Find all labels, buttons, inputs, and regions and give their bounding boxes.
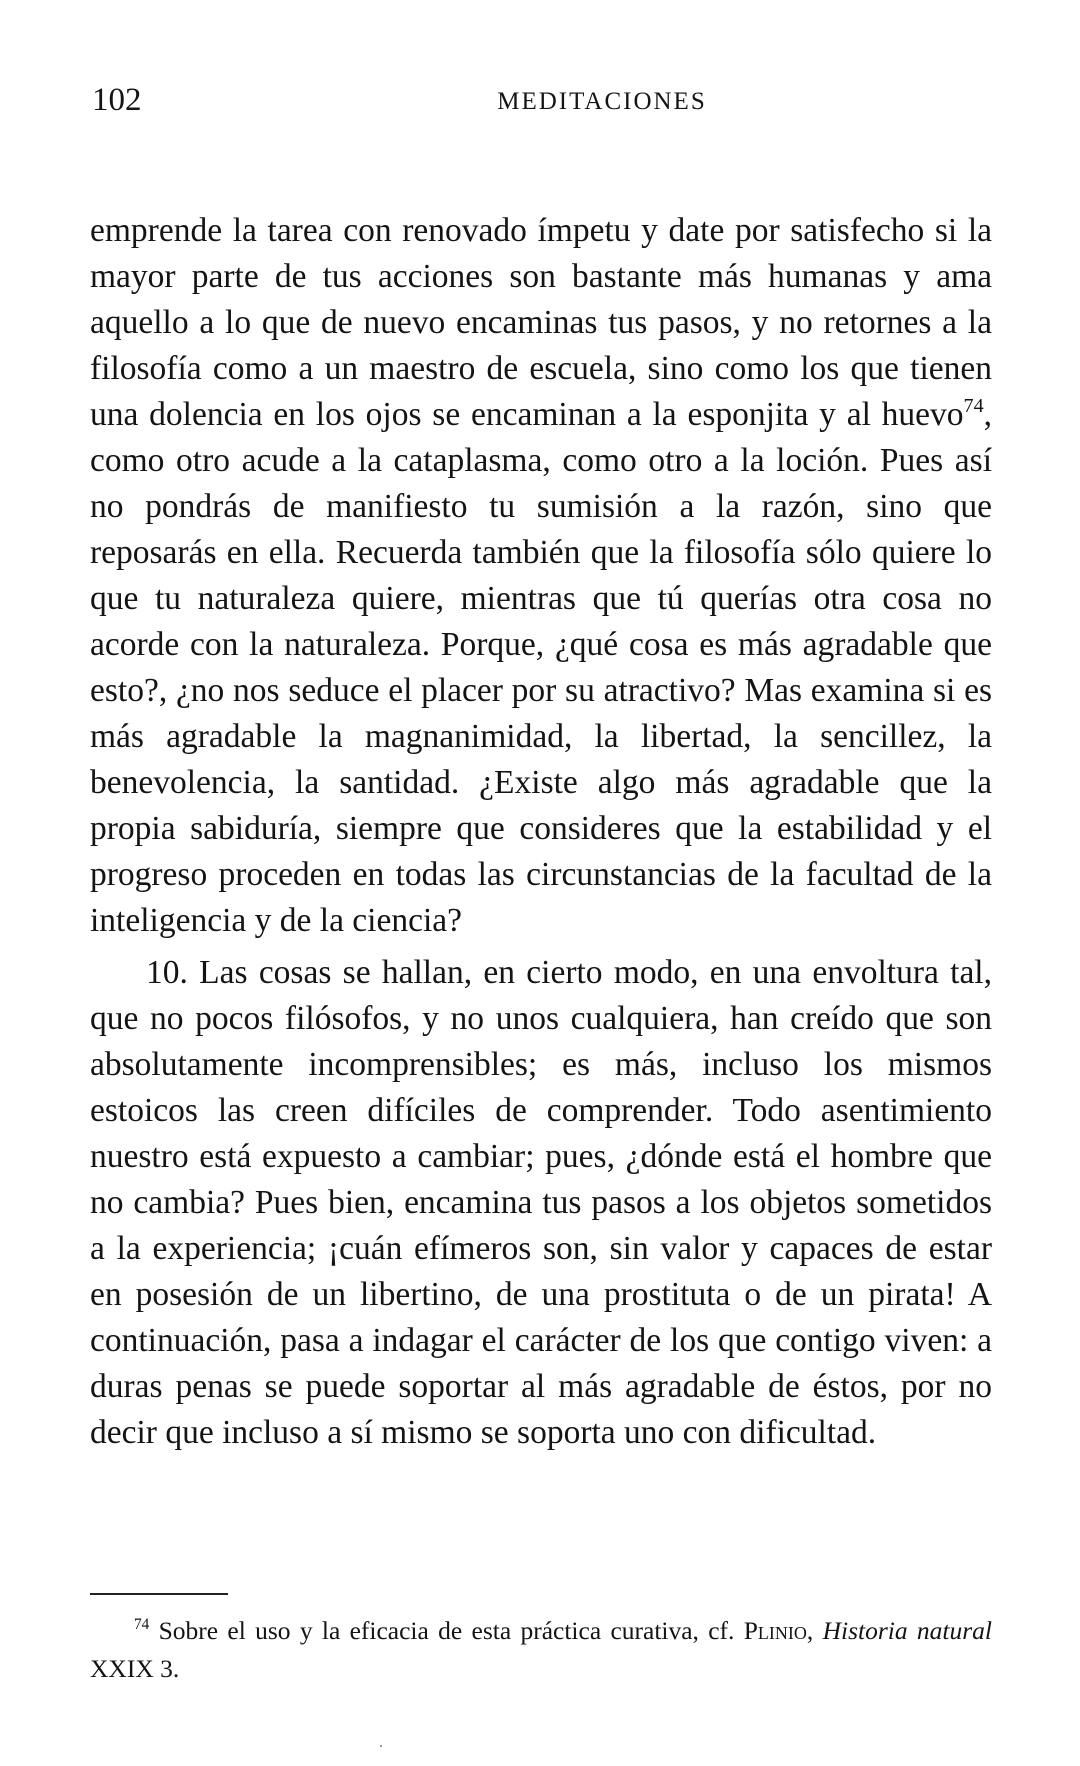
running-title: MEDITACIONES (497, 88, 707, 115)
footnote-citation: XXIX 3. (90, 1654, 180, 1683)
page-number: 102 (92, 82, 142, 118)
footnote-reference[interactable]: 74 (963, 394, 984, 417)
footnote (90, 1612, 992, 1688)
footnote-text: Sobre el uso y la eficacia de esta práctica curativa, cf. (149, 1616, 744, 1645)
running-head (92, 78, 992, 122)
paragraph-continuation (90, 208, 992, 944)
footnote-divider (90, 1593, 228, 1595)
scan-speck (380, 1745, 382, 1747)
paragraph-section-10: 10. Las cosas se hallan, en cierto modo, en una envoltura tal, que no pocos filósofos, y no unos cualquiera, han creído que son absolutamente incomprensibles; es más, incluso los mismos estoicos las creen difíciles de comprender. Todo asentimiento nuestro está expuesto a cambiar; pues, ¿dónde está el hombre que no cambia? Pues bien, encamina tus pasos a los objetos sometidos a la experiencia; ¡cuán efímeros son, sin valor y capaces de estar en posesión de un libertino, de una prostituta o de un pirata! A continuación, pasa a indagar el carácter de los que contigo viven: a duras penas se puede soportar al más agradable de éstos, por no decir que incluso a sí mismo se soporta uno con dificultad. (90, 954, 992, 1451)
paragraph-text-part-2: , como otro acude a la cataplasma, como otro a la loción. Pues así no pondrás de manifiesto tu sumisión a la razón, sino que reposarás en ella. Recuerda también que la filosofía sólo quiere lo que tu naturaleza quiere, mientras que tú querías otra cosa no acorde con la naturaleza. Porque, ¿qué cosa es más agradable que esto?, ¿no nos seduce el placer por su atractivo? Mas examina si es más agradable la magnanimidad, la libertad, la sencillez, la benevolencia, la santidad. ¿Existe algo más agradable que la propia sabiduría, siempre que consideres que la estabilidad y el progreso proceden en todas las circunstancias de la facultad de la inteligencia y de la ciencia? (90, 396, 992, 939)
paragraph-text-part-1: emprende la tarea con renovado ímpetu y date por satisfecho si la mayor parte de tus acciones son bastante más humanas y ama aquello a lo que de nuevo encaminas tus pasos, y no retornes a la filosofía como a un maestro de escuela, sino como los que tienen una dolencia en los ojos se encaminan a la esponjita y al huevo (90, 212, 992, 433)
body-text (90, 208, 992, 1456)
footnote-body (90, 1612, 992, 1688)
footnote-number: 74 (134, 1615, 150, 1633)
footnote-work-title: Historia natural (822, 1616, 993, 1645)
footnote-author: Plinio (743, 1616, 807, 1645)
footnote-separator: , (806, 1616, 823, 1645)
